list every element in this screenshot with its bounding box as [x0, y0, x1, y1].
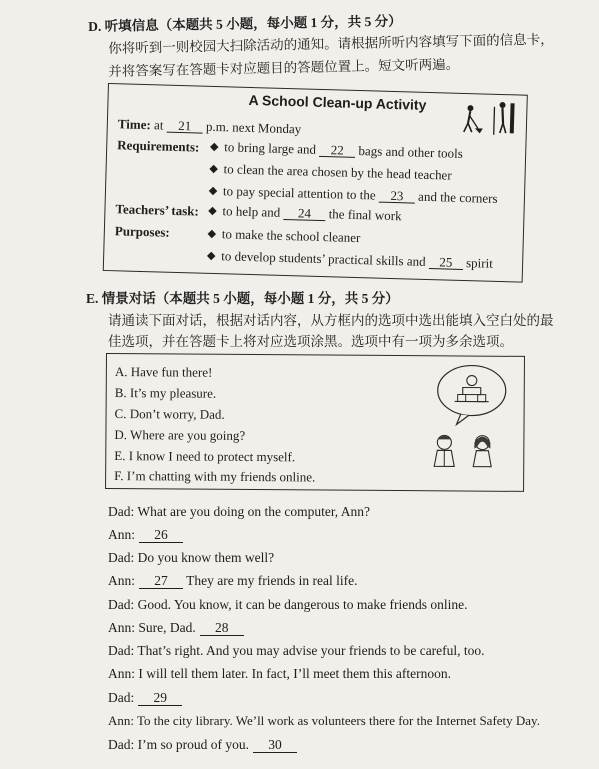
blank-22: 22 [319, 143, 355, 158]
purposes-label: Purposes: [114, 223, 170, 240]
card-title: A School Clean-up Activity [248, 91, 427, 113]
section-e-instruction-2: 佳选项，并在答题卡上将对应选项涂黑。选项中有一项为多余选项。 [108, 334, 513, 349]
section-e-instruction-1: 请通读下面对话，根据对话内容，从方框内的选项中选出能填入空白处的最 [108, 313, 554, 328]
option-c: C. Don’t worry, Dad. [114, 406, 225, 422]
dialogue-line-1: Dad: What are you doing on the computer, Ann? [108, 504, 371, 519]
bullet-diamond-icon [207, 252, 215, 260]
option-b: B. It’s my pleasure. [114, 385, 217, 401]
dialogue-line-10: Ann: To the city library. We’ll work as volunteers there for the Internet Safety Day. [108, 713, 540, 728]
time-row [118, 116, 302, 137]
blank-24: 24 [283, 206, 325, 221]
dialogue-line-9: Dad: 29 [108, 690, 182, 706]
teachers-task-label: Teachers’ task: [115, 201, 200, 219]
blank-23: 23 [379, 189, 415, 204]
blank-28: 28 [200, 621, 244, 636]
section-d-instruction-2: 并将答案写在答题卡对应题目的答题位置上。短文听两遍。 [108, 56, 460, 79]
dialogue-line-11: Dad: I’m so proud of you. 30 [108, 737, 297, 753]
option-d: D. Where are you going? [114, 427, 246, 443]
bullet-diamond-icon [209, 187, 217, 195]
blank-29: 29 [138, 691, 182, 706]
bullet-diamond-icon [208, 230, 216, 238]
blank-25: 25 [429, 255, 463, 270]
dialogue-line-4: Ann: 27 They are my friends in real life. [108, 573, 358, 588]
dialogue-line-5: Dad: Good. You know, it can be dangerous to make friends online. [108, 597, 468, 612]
section-e-heading: E. 情景对话（本题共 5 小题，每小题 1 分，共 5 分） [86, 291, 399, 306]
cleaning-people-icon [456, 96, 521, 140]
dialogue-line-7: Dad: That’s right. And you may advise your friends to be careful, too. [108, 643, 485, 658]
blank-21: 21 [167, 119, 203, 134]
requirements-label: Requirements: [117, 137, 200, 155]
section-d-heading: D. 听填信息（本题共 5 小题，每小题 1 分，共 5 分） [88, 13, 402, 34]
bullet-diamond-icon [209, 165, 217, 173]
blank-27: 27 [139, 574, 183, 589]
teachers-task: to help and 24 the final work [209, 203, 402, 224]
options-box [105, 353, 525, 492]
section-d-instruction-1: 你将听到一则校园大扫除活动的通知。请根据所听内容填写下面的信息卡， [108, 31, 554, 56]
option-f: F. I’m chatting with my friends online. [114, 468, 316, 485]
blank-30: 30 [253, 738, 297, 753]
dialogue-line-2: Ann: 26 [108, 527, 183, 543]
time-suffix: p.m. next Monday [205, 118, 302, 137]
bullet-diamond-icon [210, 143, 218, 151]
dialogue-line-6: Ann: Sure, Dad. 28 [108, 620, 244, 636]
purpose-2: to develop students’ practical skills and 25 spirit [208, 248, 493, 272]
bullet-diamond-icon [208, 207, 216, 215]
info-card [103, 83, 528, 283]
time-label: Time: [117, 116, 152, 133]
dialogue-line-3: Dad: Do you know them well? [108, 550, 275, 565]
requirement-3: to pay special attention to the 23 and the corners [210, 183, 498, 207]
blank-26: 26 [139, 528, 183, 543]
time-prefix: at [153, 117, 164, 133]
dialogue-line-8: Ann: I will tell them later. In fact, I’ll meet them this afternoon. [108, 666, 452, 681]
option-e: E. I know I need to protect myself. [114, 448, 296, 465]
dad-and-daughter-illustration [424, 362, 517, 481]
requirement-1: to bring large and 22 bags and other tools [211, 139, 463, 162]
requirement-2: to clean the area chosen by the head teacher [210, 161, 451, 184]
option-a: A. Have fun there! [114, 364, 213, 380]
purpose-1: to make the school cleaner [209, 226, 361, 246]
